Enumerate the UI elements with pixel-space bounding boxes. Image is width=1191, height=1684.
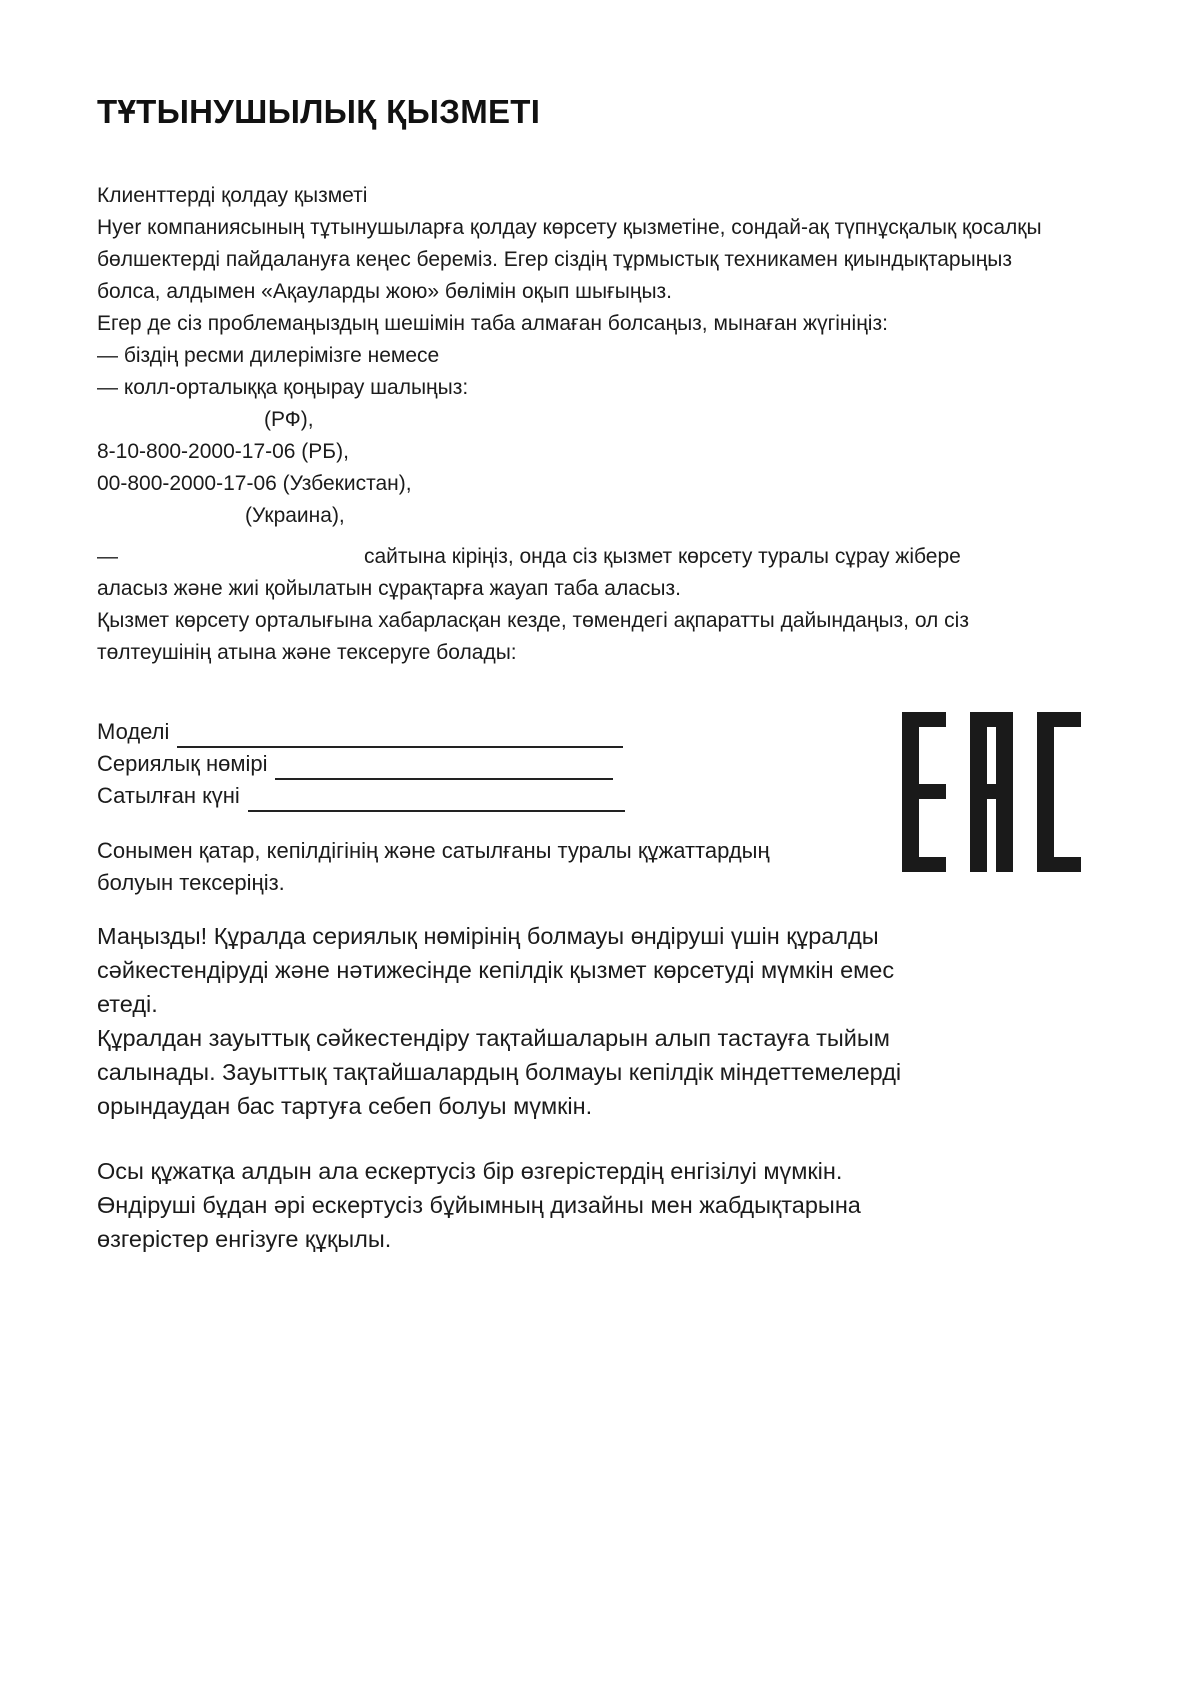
intro-line: болса, алдымен «Ақауларды жою» бөлімін оқып шығыңыз. bbox=[97, 280, 673, 303]
site-line: сайтына кіріңіз, онда сіз қызмет көрсету туралы сұрау жібере bbox=[364, 545, 961, 568]
intro-line: Егер де сіз проблемаңыздың шешімін таба алмаған болсаңыз, мынаған жүгініңіз: bbox=[97, 312, 888, 335]
date-label: Сатылған күні bbox=[97, 783, 240, 808]
intro-line: — біздің ресми дилерімізге немесе bbox=[97, 344, 440, 367]
notice-line: Өндіруші бұдан әрі ескертусіз бұйымның дизайны мен жабдықтарына bbox=[97, 1192, 861, 1218]
model-label: Моделі bbox=[97, 719, 170, 744]
contact-rf: (РФ), bbox=[264, 408, 314, 431]
intro-line: Нyer компаниясының тұтынушыларға қолдау көрсету қызметіне, сондай-ақ түпнұсқалық қосалқы bbox=[97, 216, 1042, 239]
contact-uz: 00-800-2000-17-06 (Узбекистан), bbox=[97, 472, 412, 495]
check-line: Сонымен қатар, кепілдігінің және сатылғаны туралы құжаттардың bbox=[97, 838, 770, 863]
date-field bbox=[97, 780, 625, 812]
important-line: Құралдан зауыттық сәйкестендіру тақтайшаларын алып тастауға тыйым bbox=[97, 1025, 890, 1051]
intro-line: — колл-орталыққа қоңырау шалыңыз: bbox=[97, 376, 469, 399]
notice-line: Осы құжатқа алдын ала ескертусіз бір өзгерістердің енгізілуі мүмкін. bbox=[97, 1158, 843, 1184]
important-line: Маңызды! Құралда сериялық нөмірінің болмауы өндіруші үшін құралды bbox=[97, 923, 879, 949]
intro-line: бөлшектерді пайдалануға кеңес береміз. Егер сіздің тұрмыстық техникамен қиындықтарыңыз bbox=[97, 248, 1013, 271]
service-line: төлтеушінің атына және тексеруге болады: bbox=[97, 641, 517, 664]
contact-ua: (Украина), bbox=[245, 504, 345, 527]
important-line: салынады. Зауыттық тақтайшалардың болмауы кепілдік міндеттемелерді bbox=[97, 1059, 902, 1085]
service-line: Қызмет көрсету орталығына хабарласқан кезде, төмендегі ақпаратты дайындаңыз, ол сіз bbox=[97, 609, 969, 632]
site-dash: — bbox=[97, 545, 118, 568]
check-line: болуын тексеріңіз. bbox=[97, 870, 285, 895]
serial-field bbox=[97, 748, 613, 780]
notice-line: өзгерістер енгізуге құқылы. bbox=[97, 1226, 392, 1252]
page-title: ТҰТЫНУШЫЛЫҚ ҚЫЗМЕТІ bbox=[97, 93, 541, 130]
serial-label: Сериялық нөмірі bbox=[97, 751, 268, 776]
contact-rb: 8-10-800-2000-17-06 (РБ), bbox=[97, 440, 349, 463]
serial-blank-line bbox=[275, 756, 613, 780]
important-line: орындаудан бас тартуға себеп болуы мүмкін. bbox=[97, 1093, 593, 1119]
eac-mark-icon bbox=[902, 712, 1081, 872]
date-blank-line bbox=[248, 788, 625, 812]
important-line: сәйкестендіруді және нәтижесінде кепілдік қызмет көрсетуді мүмкін емес bbox=[97, 957, 895, 983]
model-field bbox=[97, 716, 623, 748]
site-line-2: аласыз және жиі қойылатын сұрақтарға жауап таба аласыз. bbox=[97, 577, 681, 600]
model-blank-line bbox=[177, 724, 623, 748]
intro-line: Клиенттерді қолдау қызметі bbox=[97, 184, 368, 207]
important-line: етеді. bbox=[97, 991, 158, 1017]
